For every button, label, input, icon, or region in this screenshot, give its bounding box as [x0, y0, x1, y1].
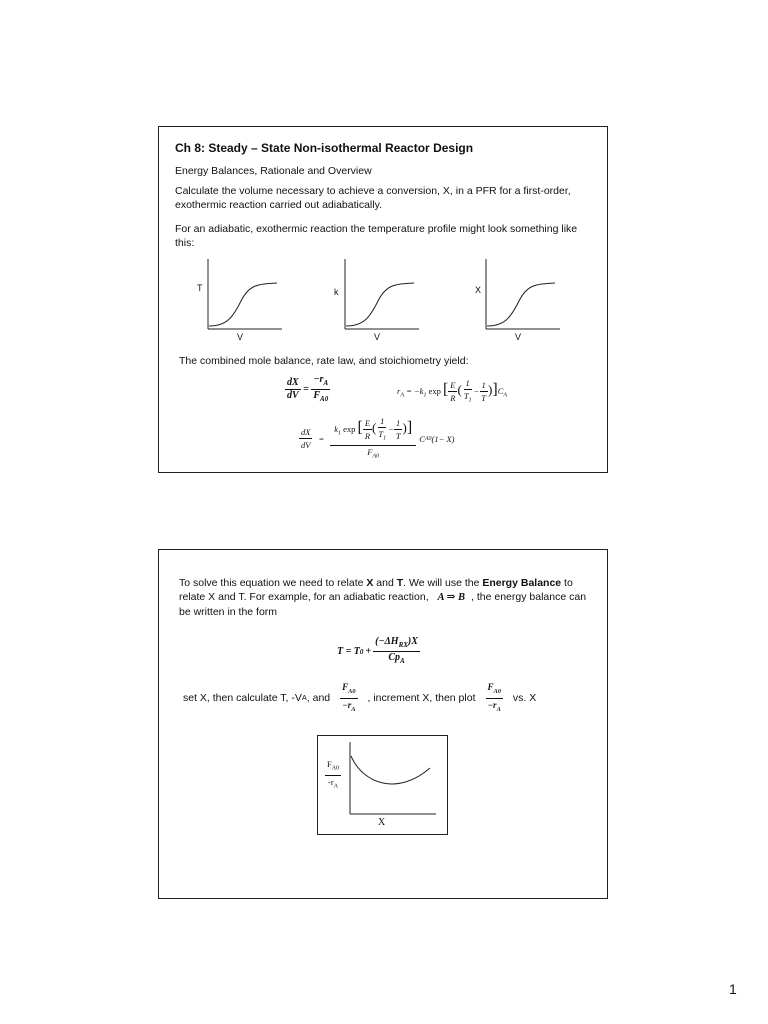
rate-law-equation: $r_A = -k_1$ exp [ $\frac{E}{R}$ ( $\frac{1}{T_1}$ − $\frac{1}{T}$ )]$C_A$ — [397, 378, 507, 404]
eq1-rhs-num-sub: A — [323, 379, 329, 387]
eq2-lhs: r — [397, 385, 401, 396]
eq2-one-a: 1 — [465, 378, 470, 388]
eq2-exp: exp — [428, 385, 441, 396]
eq2-eq: = −k — [406, 385, 424, 396]
eq1-lhs-den: dV — [287, 390, 299, 401]
eq3-tail2: (1− X) — [431, 433, 455, 444]
eq3-T1-sub: 1 — [383, 435, 387, 442]
eq3-den-sub: A0 — [372, 453, 380, 460]
eq2-T1: T — [463, 391, 469, 401]
lv-y-den: -r — [328, 776, 334, 787]
eq2-CA: C — [497, 385, 504, 396]
eq2-E: E — [450, 380, 456, 391]
fraction-fa0-over-ra-1 — [340, 681, 357, 716]
step-a-sub: A — [301, 693, 307, 703]
para-and: and — [373, 577, 397, 589]
para-part-a: To solve this equation we need to relate — [179, 577, 367, 589]
eq3-minus: − — [388, 423, 394, 434]
eq2-T1-sub: 1 — [468, 397, 472, 404]
fraction-fa0-over-ra-2 — [486, 681, 503, 716]
eq3-den: F — [367, 446, 373, 457]
slide-title: Ch 8: Steady – State Non-isothermal Reactor Design — [175, 141, 474, 155]
sigmoid-curve-t — [197, 257, 297, 347]
para-part-b: . We will use the — [403, 577, 483, 589]
graph-temperature-profile — [197, 257, 297, 347]
eb-num: (−ΔH — [375, 636, 399, 647]
slide-subtitle: Energy Balances, Rationale and Overview — [175, 165, 372, 177]
f1-num: F — [342, 682, 349, 692]
sigmoid-curve-x — [475, 257, 575, 347]
eq1-rhs-den: F — [313, 390, 321, 401]
page-number: 1 — [729, 981, 737, 997]
eq2-T: T — [481, 393, 487, 404]
eq3-E: E — [364, 418, 371, 429]
eq3-one-a: 1 — [380, 416, 385, 426]
mole-balance-equation — [285, 374, 330, 405]
eq2-lhs-sub: A — [400, 392, 404, 399]
eq1-rhs-den-sub: A0 — [320, 395, 329, 403]
step-a: set X, then calculate T, -V — [183, 692, 302, 705]
graph-ylabel: T — [197, 283, 203, 293]
levenspiel-ylabel — [325, 758, 341, 792]
eb-den: Cp — [388, 652, 401, 663]
graph-rate-constant-profile — [334, 257, 434, 347]
combined-text: The combined mole balance, rate law, and stoichiometry yield: — [179, 355, 469, 367]
eq3-lhs-num: dX — [301, 427, 311, 438]
eb-T-sub: 0 — [359, 647, 364, 656]
eq3-T1: T — [378, 429, 384, 439]
f2-den: −r — [487, 699, 497, 710]
step-d: vs. X — [512, 692, 537, 705]
graph-xlabel: V — [515, 332, 522, 342]
eq3-k-sub: 1 — [337, 430, 341, 437]
eq1-lhs-num: dX — [287, 377, 299, 388]
eq3-equals: = — [318, 433, 325, 444]
combined-equation: $\frac{dX}{dV}$ = $k_1$ exp [ $\frac{E}{R}$ ( $\frac{1}{T_1}$ − $\frac{1}{T}$ )] $F_{A0}$ C A0 (1− X) — [301, 416, 455, 460]
eq3-tail-sub: A0 — [424, 435, 432, 442]
graph-ylabel: k — [334, 287, 339, 297]
eq3-one-b: 1 — [396, 418, 401, 429]
reaction-a-to-b: A ⇒ B — [437, 592, 466, 603]
eb-den-sub: A — [400, 657, 405, 665]
f2-num: F — [487, 682, 494, 692]
eb-num-sub: RX — [398, 641, 408, 649]
para-bold-energy-balance: Energy Balance — [482, 577, 562, 589]
sigmoid-curve-k — [334, 257, 434, 347]
eq3-R: R — [364, 431, 371, 442]
eb-plus: + — [365, 646, 372, 657]
slide-1 — [158, 126, 608, 473]
eq3-tail: C — [419, 433, 425, 444]
paragraph-2: For an adiabatic, exothermic reaction the temperature profile might look something like this: — [175, 223, 578, 249]
lv-y-num: F — [327, 759, 332, 769]
para-bold-t: T — [396, 577, 404, 589]
lv-y-num-sub: A0 — [331, 765, 339, 772]
step-b: , and — [306, 692, 331, 705]
levenspiel-xlabel: X — [378, 817, 386, 828]
graph-xlabel: V — [374, 332, 381, 342]
f1-den: −r — [342, 699, 352, 710]
procedure-line — [183, 681, 536, 716]
energy-balance-equation — [337, 636, 420, 667]
eq1-rhs-num: −r — [313, 374, 324, 385]
eq3-k: k — [334, 423, 338, 434]
eq2-minus: − — [473, 385, 480, 396]
eb-num-tail: )X — [407, 636, 418, 647]
eb-T: T = T — [337, 646, 360, 657]
eq3-lhs-den: dV — [301, 440, 311, 451]
eq3-T: T — [395, 431, 401, 442]
para-bold-x: X — [366, 577, 374, 589]
eq2-k-sub: 1 — [423, 392, 427, 399]
levenspiel-plot — [317, 735, 448, 835]
energy-balance-paragraph — [179, 576, 589, 619]
f2-num-sub: A0 — [493, 687, 501, 695]
eq3-exp: exp — [343, 423, 356, 434]
slide-2 — [158, 549, 608, 899]
paragraph-1: Calculate the volume necessary to achieve a conversion, X, in a PFR for a first-order, exothermic reaction carried out adiabatically. — [175, 185, 571, 211]
f1-num-sub: A0 — [348, 687, 356, 695]
eq2-CA-sub: A — [503, 392, 507, 399]
eq2-R: R — [450, 393, 456, 404]
graph-xlabel: V — [237, 332, 244, 342]
lv-y-den-sub: A — [333, 783, 338, 790]
step-c: , increment X, then plot — [367, 692, 476, 705]
eq2-one-b: 1 — [481, 380, 486, 391]
para-part-c: to relate X and T. For example, for an adiabatic reaction, — [179, 577, 573, 603]
f1-den-sub: A — [351, 705, 356, 713]
graph-conversion-profile — [475, 257, 575, 347]
para-part-d: , the energy balance can be written in the form — [179, 591, 587, 618]
f2-den-sub: A — [496, 705, 501, 713]
eq1-equals: = — [303, 383, 309, 395]
graph-ylabel: X — [475, 285, 482, 295]
